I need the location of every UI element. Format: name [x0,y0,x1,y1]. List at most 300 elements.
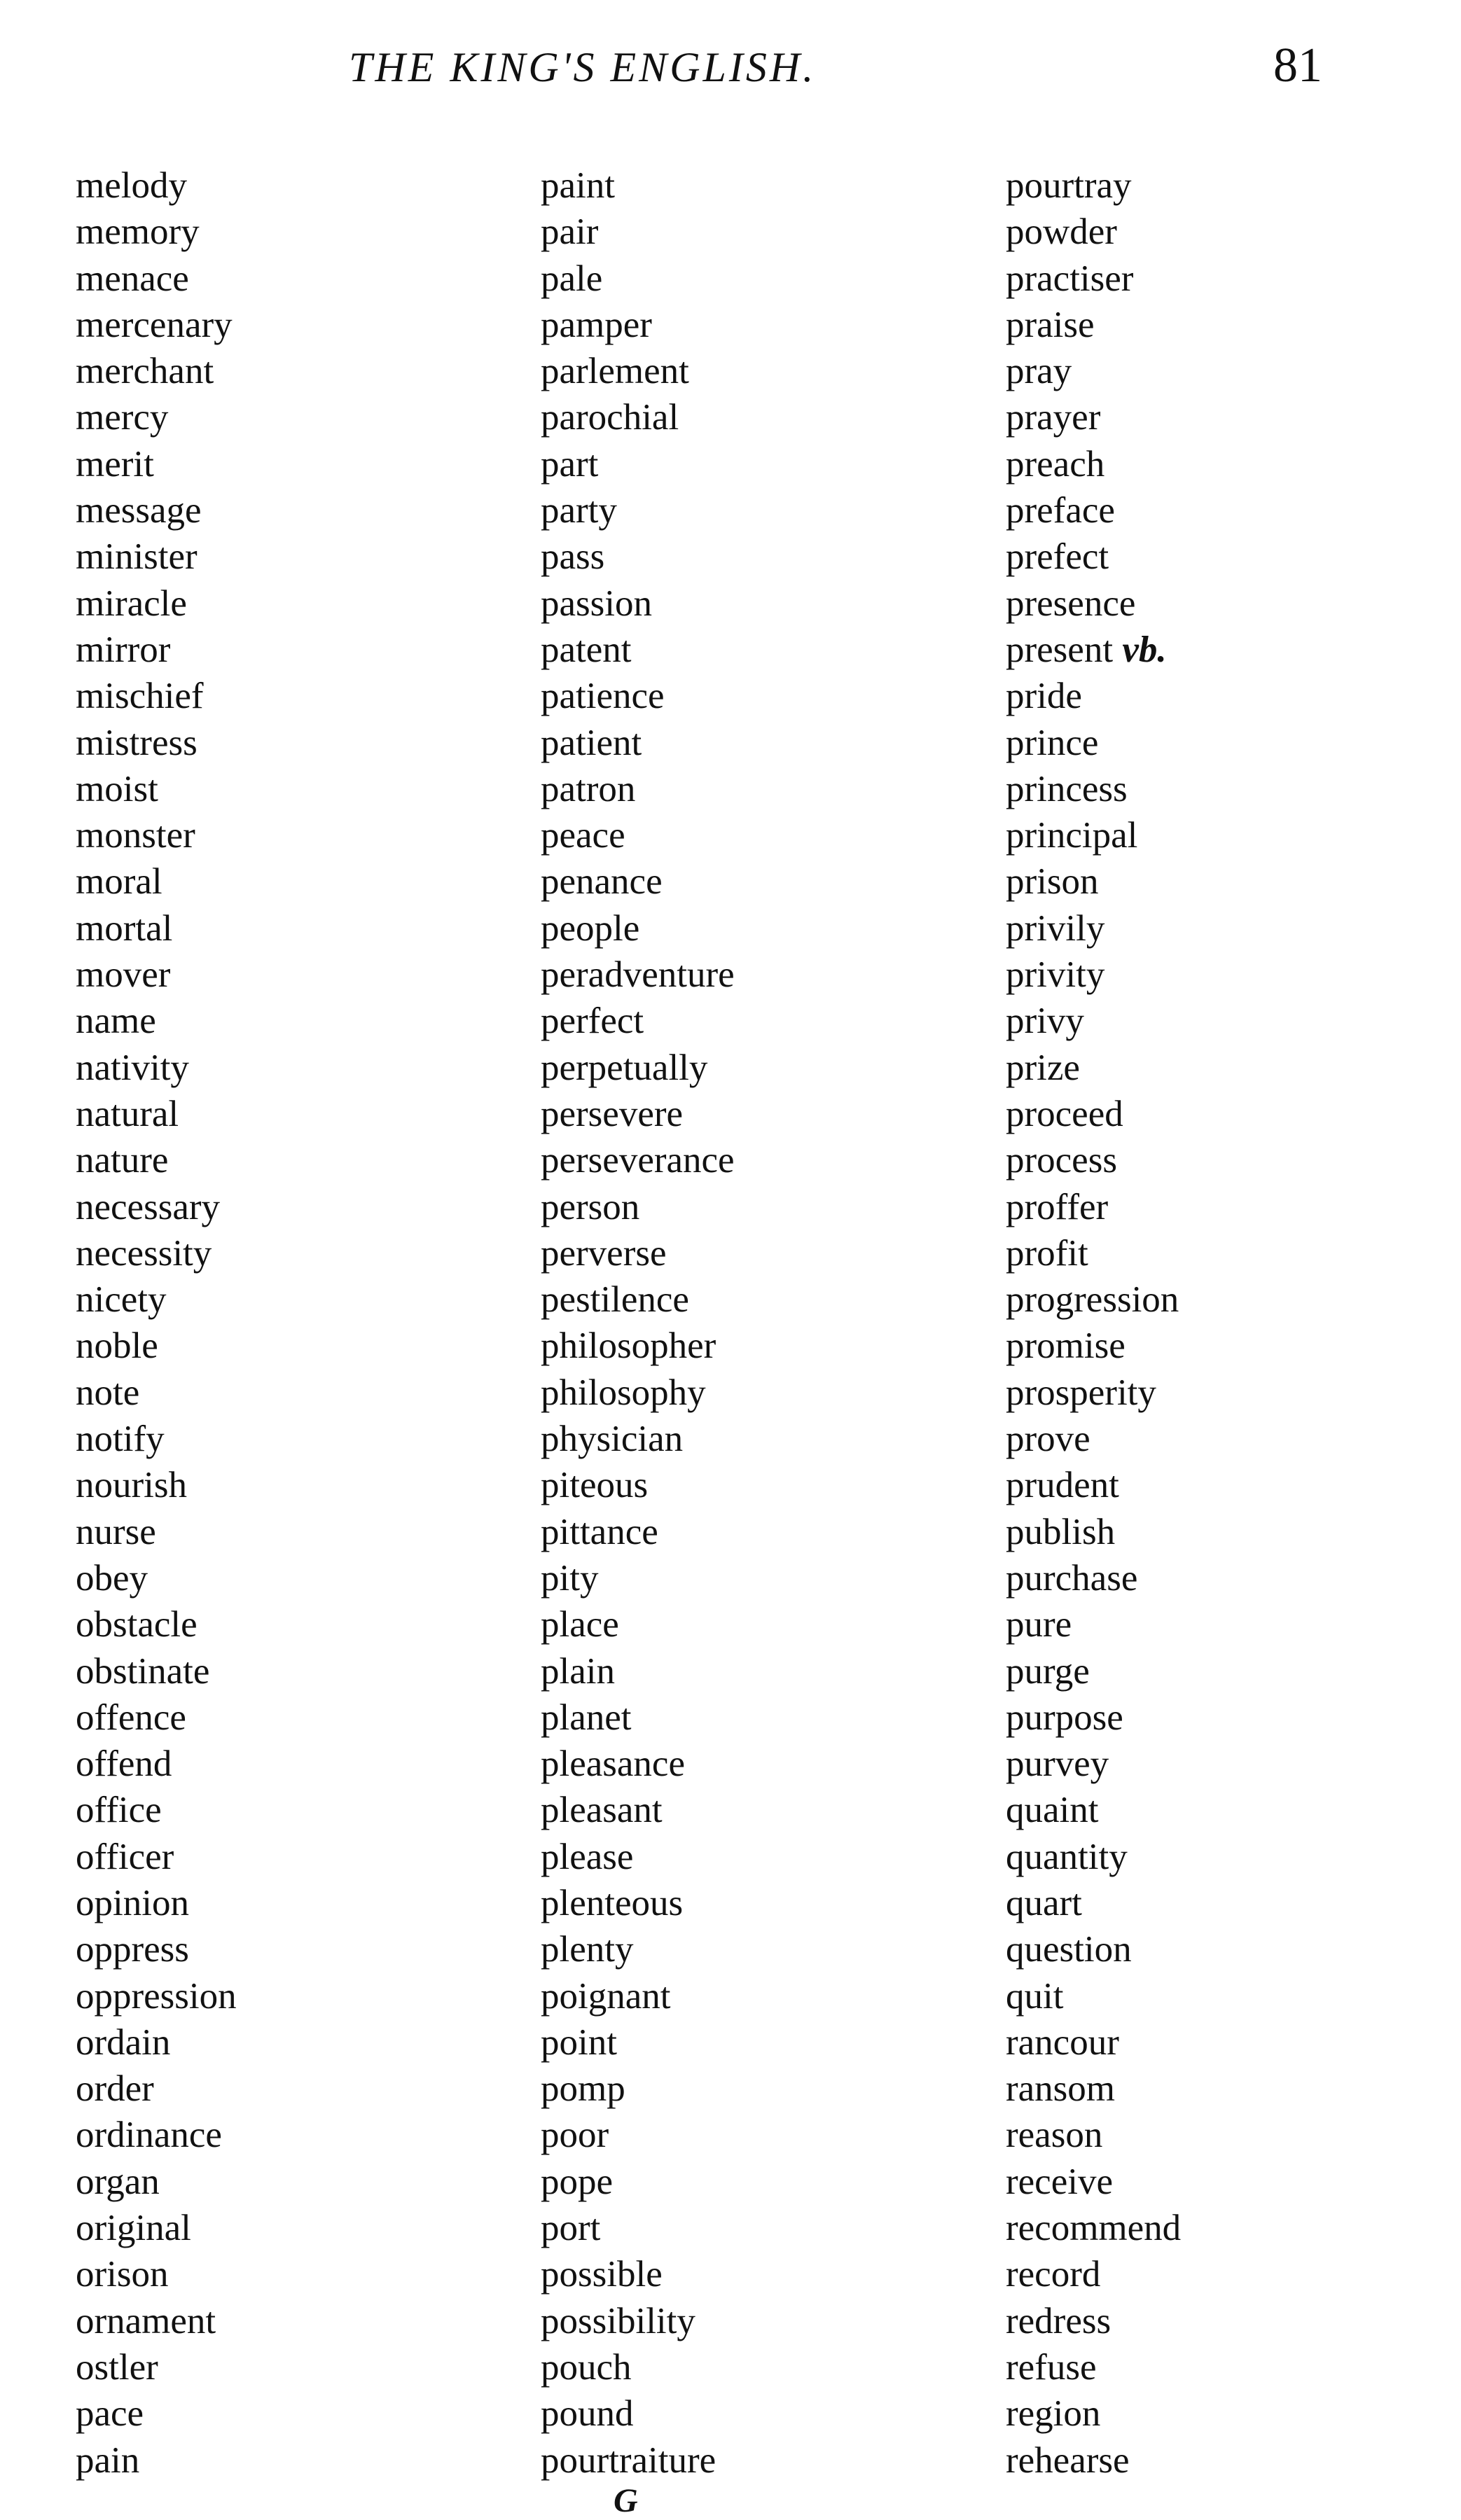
word-entry [541,209,735,255]
word-text: pain [76,2439,140,2481]
word-entry [76,952,237,998]
word-entry [1006,2066,1181,2112]
word-text: people [541,907,640,949]
word-entry [76,1973,237,2019]
word-text: monster [76,815,195,856]
word-text: rancour [1006,2021,1119,2063]
word-text: purvey [1006,1743,1109,1785]
running-head: THE KING'S ENGLISH. [349,44,817,90]
word-entry [1006,720,1181,766]
word-text: prove [1006,1419,1090,1460]
word-column-2 [541,162,735,2484]
word-text: mercy [76,397,169,438]
word-text: note [76,1372,140,1413]
word-entry [76,580,237,627]
word-entry [76,1648,237,1694]
word-entry [541,1880,735,1926]
word-entry [1006,1555,1181,1601]
word-entry [1006,1416,1181,1462]
page-number: 81 [1273,39,1322,92]
word-entry [541,1926,735,1972]
word-entry [541,1741,735,1787]
word-text: pride [1006,676,1082,717]
word-text: party [541,490,617,531]
word-text: refuse [1006,2346,1097,2388]
word-text: privity [1006,954,1105,996]
word-text: poor [541,2115,609,2156]
word-text: recommend [1006,2208,1182,2249]
word-entry [541,2159,735,2205]
word-entry [1006,1926,1181,1972]
word-text: pamper [541,304,652,345]
word-text: philosophy [541,1372,706,1413]
word-text: nourish [76,1465,187,1506]
word-entry [76,1276,237,1323]
word-text: mistress [76,722,198,763]
word-text: ornament [76,2300,216,2341]
word-entry [76,2112,237,2158]
word-entry [541,1601,735,1648]
word-text: prayer [1006,397,1101,438]
word-entry [76,1416,237,1462]
word-text: obstacle [76,1604,198,1645]
word-text: pomp [541,2068,625,2110]
word-text: privily [1006,907,1105,949]
word-entry [541,1091,735,1137]
word-text: prison [1006,861,1099,903]
word-text: perverse [541,1232,667,1274]
word-entry [76,1091,237,1137]
word-text: part [541,443,599,485]
word-entry [1006,1834,1181,1880]
word-entry [541,2019,735,2066]
word-entry [541,1230,735,1276]
word-text: order [76,2068,154,2110]
word-text: obstinate [76,1650,210,1692]
word-text: pleasant [541,1790,663,1831]
word-entry [541,256,735,302]
word-entry [541,2205,735,2251]
part-of-speech-abbr: vb. [1122,629,1167,670]
word-entry [1006,2298,1181,2344]
word-entry [76,766,237,812]
word-entry [541,1323,735,1369]
word-entry [1006,2112,1181,2158]
word-entry [1006,1276,1181,1323]
word-entry [1006,1880,1181,1926]
word-text: parlement [541,351,689,392]
word-text: patience [541,676,665,717]
word-text: practiser [1006,258,1134,299]
word-entry [541,1184,735,1230]
word-entry [541,1137,735,1183]
word-text: point [541,2021,617,2063]
word-entry [541,1509,735,1555]
word-entry [541,905,735,952]
word-text: pope [541,2161,614,2202]
word-text: patron [541,768,636,809]
word-text: prize [1006,1047,1080,1088]
word-text: preach [1006,443,1105,485]
word-text: prefect [1006,536,1109,578]
word-entry [76,673,237,719]
word-text: moral [76,861,162,903]
word-entry [1006,256,1181,302]
word-entry [76,209,237,255]
word-text: notify [76,1419,165,1460]
word-entry [541,2251,735,2297]
word-entry [76,1555,237,1601]
word-entry [541,812,735,858]
word-entry [76,1926,237,1972]
word-entry [541,1416,735,1462]
word-text: quantity [1006,1836,1128,1877]
word-text: redress [1006,2300,1112,2341]
word-entry [541,2066,735,2112]
word-text: pound [541,2393,634,2435]
word-entry [1006,2390,1181,2437]
word-text: possible [541,2254,663,2295]
word-entry [541,1787,735,1833]
word-entry [1006,1230,1181,1276]
word-entry [76,1694,237,1741]
word-text: region [1006,2393,1101,2435]
word-entry [541,2437,735,2484]
word-text: ordinance [76,2115,222,2156]
word-entry [1006,2019,1181,2066]
word-entry [1006,1648,1181,1694]
word-text: praise [1006,304,1095,345]
word-entry [1006,1137,1181,1183]
word-text: nicety [76,1279,167,1321]
word-entry [76,812,237,858]
word-entry [1006,858,1181,905]
word-entry [1006,1462,1181,1508]
word-text: nurse [76,1511,156,1552]
word-text: pittance [541,1511,658,1552]
word-text: perfect [541,1001,644,1042]
word-entry [1006,627,1181,673]
word-text: pale [541,258,603,299]
word-text: parochial [541,397,679,438]
word-text: question [1006,1929,1132,1970]
word-entry [76,1137,237,1183]
word-text: preface [1006,490,1115,531]
word-text: purge [1006,1650,1090,1692]
word-entry [541,1045,735,1091]
word-entry [76,1462,237,1508]
word-text: mirror [76,629,171,670]
word-entry [541,1973,735,2019]
word-entry [541,487,735,534]
word-text: possibility [541,2300,695,2341]
word-entry [76,998,237,1044]
word-entry [1006,394,1181,440]
word-entry [76,348,237,394]
word-entry [1006,812,1181,858]
word-text: proceed [1006,1093,1123,1134]
word-text: prince [1006,722,1099,763]
word-entry [1006,302,1181,348]
word-entry [541,580,735,627]
word-entry [541,673,735,719]
word-text: plenty [541,1929,634,1970]
word-text: opinion [76,1882,189,1923]
word-text: perpetually [541,1047,708,1088]
signature-mark: G [614,2482,638,2519]
word-entry [76,534,237,580]
word-text: promise [1006,1325,1126,1367]
word-text: merit [76,443,154,485]
word-entry [76,627,237,673]
word-text: ordain [76,2021,171,2063]
word-text: memory [76,211,200,253]
word-text: person [541,1186,640,1227]
word-text: quart [1006,1882,1082,1923]
word-text: quit [1006,1975,1064,2017]
word-entry [541,952,735,998]
word-entry [541,627,735,673]
word-text: offence [76,1697,186,1738]
word-text: plenteous [541,1882,684,1923]
word-entry [1006,1601,1181,1648]
word-entry [76,2066,237,2112]
word-entry [1006,1184,1181,1230]
word-column-1 [76,162,237,2484]
word-entry [76,1741,237,1787]
word-entry [76,1787,237,1833]
word-text: record [1006,2254,1101,2295]
word-text: merchant [76,351,214,392]
word-entry [541,1462,735,1508]
word-text: original [76,2208,191,2249]
word-entry [76,2205,237,2251]
word-entry [1006,952,1181,998]
word-entry [76,2437,237,2484]
word-text: menace [76,258,189,299]
word-text: penance [541,861,663,903]
word-text: name [76,1001,156,1042]
word-text: principal [1006,815,1138,856]
word-text: physician [541,1419,684,1460]
word-entry [76,905,237,952]
word-entry [541,348,735,394]
word-text: pleasance [541,1743,685,1785]
word-entry [76,1509,237,1555]
word-entry [1006,348,1181,394]
word-text: purchase [1006,1557,1138,1599]
word-entry [1006,209,1181,255]
word-entry [76,2019,237,2066]
word-text: pouch [541,2346,632,2388]
word-entry [541,534,735,580]
word-text: orison [76,2254,169,2295]
word-entry [76,1230,237,1276]
word-text: pourtraiture [541,2439,716,2481]
word-text: nativity [76,1047,189,1088]
word-text: planet [541,1697,632,1738]
word-text: melody [76,165,187,206]
word-text: passion [541,583,652,624]
word-entry [541,2390,735,2437]
word-entry [1006,1509,1181,1555]
word-entry [541,302,735,348]
word-text: place [541,1604,619,1645]
word-entry [76,858,237,905]
word-entry [76,2251,237,2297]
word-entry [76,1323,237,1369]
word-text: moist [76,768,158,809]
word-entry [541,998,735,1044]
word-text: peace [541,815,625,856]
word-entry [541,1555,735,1601]
word-text: poignant [541,1975,671,2017]
word-text: proffer [1006,1186,1109,1227]
word-text: ostler [76,2346,158,2388]
word-entry [541,2298,735,2344]
word-entry [541,766,735,812]
word-text: necessary [76,1186,220,1227]
word-text: quaint [1006,1790,1099,1831]
word-entry [541,1834,735,1880]
word-entry [76,302,237,348]
word-entry [76,1370,237,1416]
word-entry [76,2298,237,2344]
word-entry [1006,441,1181,487]
word-text: noble [76,1325,158,1367]
word-entry [1006,1091,1181,1137]
word-entry [1006,580,1181,627]
word-text: pass [541,536,605,578]
word-text: nature [76,1140,169,1181]
word-text: philosopher [541,1325,716,1367]
word-entry [1006,766,1181,812]
word-entry [76,2390,237,2437]
word-text: office [76,1790,162,1831]
word-entry [541,1694,735,1741]
word-entry [541,394,735,440]
word-text: receive [1006,2161,1113,2202]
word-text: oppression [76,1975,237,2017]
word-entry [76,2159,237,2205]
word-text: purpose [1006,1697,1123,1738]
word-text: patient [541,722,642,763]
word-text: pity [541,1557,599,1599]
word-text: message [76,490,202,531]
word-text: pair [541,211,599,253]
word-entry [1006,2251,1181,2297]
word-text: mortal [76,907,173,949]
word-text: plain [541,1650,615,1692]
word-entry [541,162,735,209]
word-text: pace [76,2393,144,2435]
word-entry [541,2112,735,2158]
word-text: pray [1006,351,1072,392]
word-entry [1006,534,1181,580]
word-entry [541,720,735,766]
word-text: present [1006,629,1114,670]
word-entry [541,1370,735,1416]
word-entry [541,441,735,487]
word-entry [1006,2344,1181,2390]
word-text: minister [76,536,198,578]
word-text: princess [1006,768,1128,809]
word-entry [76,2344,237,2390]
word-entry [76,162,237,209]
word-text: please [541,1836,634,1877]
word-text: publish [1006,1511,1116,1552]
word-text: prudent [1006,1465,1119,1506]
word-text: rehearse [1006,2439,1130,2481]
word-entry [541,1276,735,1323]
word-entry [1006,1323,1181,1369]
word-text: organ [76,2161,160,2202]
word-entry [76,1834,237,1880]
word-text: piteous [541,1465,649,1506]
word-text: mercenary [76,304,233,345]
word-text: perseverance [541,1140,735,1181]
word-entry [1006,998,1181,1044]
word-text: prosperity [1006,1372,1156,1413]
word-text: port [541,2208,601,2249]
word-text: peradventure [541,954,735,996]
word-text: offend [76,1743,172,1785]
word-text: progression [1006,1279,1179,1321]
word-column-3 [1006,162,1181,2484]
word-entry [76,1045,237,1091]
word-entry [1006,1787,1181,1833]
word-entry [541,2344,735,2390]
word-text: natural [76,1093,179,1134]
word-entry [1006,905,1181,952]
word-entry [1006,2205,1181,2251]
word-text: process [1006,1140,1117,1181]
word-entry [1006,162,1181,209]
word-text: ransom [1006,2068,1116,2110]
word-entry [1006,1741,1181,1787]
word-text: mischief [76,676,204,717]
word-text: powder [1006,211,1117,253]
word-text: pestilence [541,1279,689,1321]
word-text: officer [76,1836,174,1877]
word-entry [76,1184,237,1230]
word-text: reason [1006,2115,1103,2156]
word-entry [1006,2159,1181,2205]
word-entry [541,1648,735,1694]
word-entry [76,394,237,440]
word-text: persevere [541,1093,684,1134]
word-entry [1006,1694,1181,1741]
word-entry [1006,673,1181,719]
word-text: paint [541,165,615,206]
word-entry [76,1601,237,1648]
word-text: necessity [76,1232,212,1274]
word-text: privy [1006,1001,1084,1042]
word-text: obey [76,1557,148,1599]
word-text: mover [76,954,171,996]
word-text: oppress [76,1929,189,1970]
word-text: pourtray [1006,165,1132,206]
word-entry [1006,487,1181,534]
word-text: patent [541,629,632,670]
word-entry [541,858,735,905]
word-text: miracle [76,583,187,624]
word-entry [76,1880,237,1926]
word-text: presence [1006,583,1136,624]
word-entry [1006,2437,1181,2484]
word-text: profit [1006,1232,1088,1274]
word-entry [76,487,237,534]
